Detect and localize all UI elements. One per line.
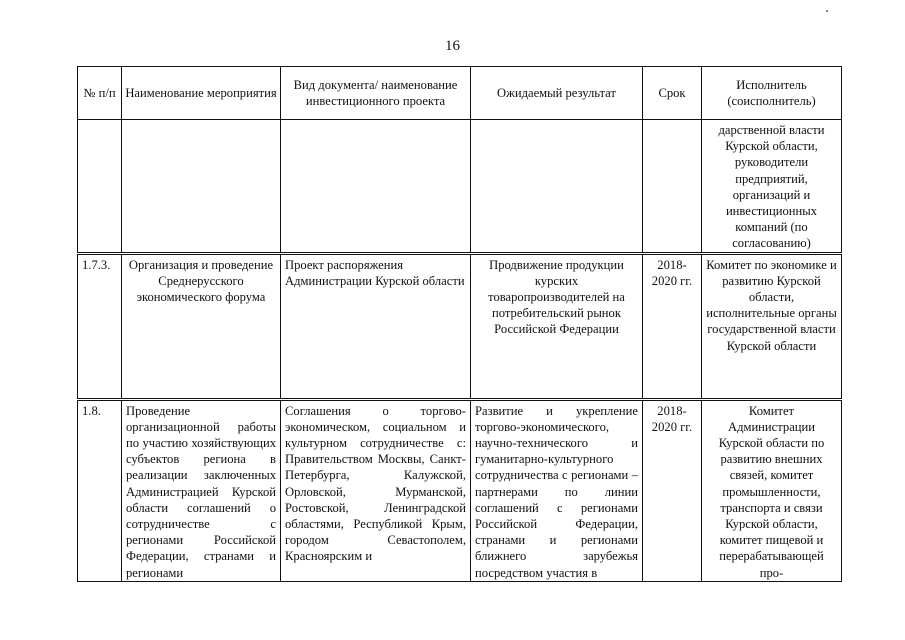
cell-result: Продвижение продукции курских товаропроизводителей на потребительский рынок Российской Федерации (471, 253, 643, 399)
cell-term: 2018-2020 гг. (643, 253, 702, 399)
header-executor: Исполнитель (соисполнитель) (702, 67, 842, 120)
page-number: 16 (445, 38, 460, 54)
table-header-row (78, 67, 842, 120)
cell-executor: Комитет Администрации Курской области по развитию внешних связей, комитет промышленности, транспорта и связи Курской области, комитет пищевой и перерабатывающей про- (702, 399, 842, 581)
cell-event: Организация и проведение Среднерусского экономического форума (122, 253, 281, 399)
cell-term (643, 120, 702, 254)
table-row (78, 399, 842, 581)
table-row (78, 253, 842, 399)
header-document: Вид документа/ наименование инвестиционного проекта (281, 67, 471, 120)
cell-event: Проведение организационной работы по участию хозяйствующих субъектов региона в реализации заключенных Администрацией Курской области соглашений о сотрудничестве с регионами Российской Федерации, странами и регионами (122, 399, 281, 581)
table-row (78, 120, 842, 254)
cell-document: Проект распоряжения Администрации Курской области (281, 253, 471, 399)
cell-document (281, 120, 471, 254)
cell-number: 1.8. (78, 399, 122, 581)
header-number: № п/п (78, 67, 122, 120)
header-term: Срок (643, 67, 702, 120)
cell-term: 2018-2020 гг. (643, 399, 702, 581)
cell-executor: Комитет по экономике и развитию Курской области, исполнительные органы государственной власти Курской области (702, 253, 842, 399)
events-table (77, 66, 842, 582)
cell-executor: дарственной власти Курской области, руководители предприятий, организаций и инвестиционных компаний (по согласованию) (702, 120, 842, 254)
header-result: Ожидаемый результат (471, 67, 643, 120)
cell-event (122, 120, 281, 254)
cell-number: 1.7.3. (78, 253, 122, 399)
cell-number (78, 120, 122, 254)
cell-result (471, 120, 643, 254)
scan-dot (826, 10, 828, 12)
cell-result: Развитие и укрепление торгово-экономического, научно-технического и гуманитарно-культурного сотрудничества с регионами – партнерами по линии соглашений с регионами Российской Федерации, странами и регионами ближнего зарубежья посредством участия в (471, 399, 643, 581)
header-event: Наименование мероприятия (122, 67, 281, 120)
cell-document: Соглашения о торгово-экономическом, социальном и культурном сотрудничестве с: Правительством Москвы, Санкт-Петербурга, Калужской, Орловской, Мурманской, Ростовской, Ленинградской областями, Республикой Крым, городом Севастополем, Красноярским и (281, 399, 471, 581)
